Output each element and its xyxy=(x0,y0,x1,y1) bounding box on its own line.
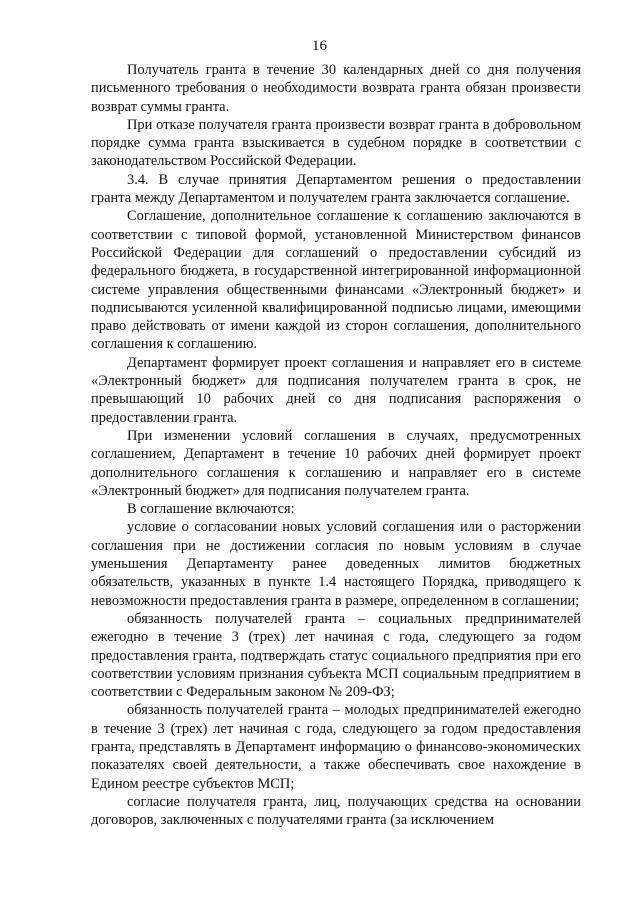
paragraph-grant-refund-deadline: Получатель гранта в течение 30 календарных дней со дня получения письменного требования о необходимости возврата гранта обязан произвести возврат суммы гранта. xyxy=(91,62,581,115)
paragraph-grant-refund-refusal: При отказе получателя гранта произвести возврат гранта в добровольном порядке сумма гранта взыскивается в судебном порядке в соответствии с законодательством Российской Федерации. xyxy=(91,116,581,170)
paragraph-agreement-form: Соглашение, дополнительное соглашение к соглашению заключаются в соответствии с типовой формой, установленной Министерством финансов Российской Федерации для соглашений о предоставлении субсидий из федерального бюджета, в государственной интегрированной информационной системе управления общественными финансами «Электронный бюджет» и подписываются усиленной квалифицированной подписью лицами, имеющими право действовать от имени каждой из сторон соглашения, дополнительного соглашения к соглашению. xyxy=(91,208,581,353)
paragraph-social-entrepreneurs: обязанность получателей гранта – социальных предпринимателей ежегодно в течение 3 (трех) лет начиная с года, следующего за годом предоставления гранта, подтверждать статус социального предприятия при его соответствии условиям признания субъекта МСП социальным предприятием в соответствии с Федеральным законом № 209-ФЗ; xyxy=(91,610,581,701)
paragraph-condition-new-terms: условие о согласовании новых условий соглашения или о расторжении соглашения при не достижении согласия по новым условиям в случае уменьшения Департаменту ранее доведенных лимитов бюджетных обязательств, указанных в пункте 1.4 настоящего Порядка, приводящего к невозможности предоставления гранта в размере, определенном в соглашении; xyxy=(91,519,581,609)
paragraph-recipient-consent: согласие получателя гранта, лиц, получающих средства на основании договоров, заключенных с получателями гранта (за исключением xyxy=(91,793,581,829)
paragraph-agreement-changes: При изменении условий соглашения в случаях, предусмотренных соглашением, Департамент в течение 10 рабочих дней формирует проект дополнительного соглашения к соглашению и направляет его в системе «Электронный бюджет» для подписания получателем гранта. xyxy=(91,427,581,499)
paragraph-section-3-4: 3.4. В случае принятия Департаментом решения о предоставлении гранта между Департаментом и получателем гранта заключается соглашение. xyxy=(91,171,581,207)
page-number: 16 xyxy=(312,38,327,54)
document-body xyxy=(91,61,581,829)
paragraph-young-entrepreneurs: обязанность получателей гранта – молодых предпринимателей ежегодно в течение 3 (трех) лет начиная с года, следующего за годом предоставления гранта, представлять в Департамент информацию о финансово-экономических показателях своей деятельности, а также обеспечивать свое нахождение в Едином реестре субъектов МСП; xyxy=(91,702,581,792)
paragraph-agreement-includes: В соглашение включаются: xyxy=(127,501,295,518)
paragraph-agreement-draft: Департамент формирует проект соглашения и направляет его в системе «Электронный бюджет» для подписания получателем гранта в срок, не превышающий 10 рабочих дней со дня подписания распоряжения о предоставлении гранта. xyxy=(91,354,581,426)
